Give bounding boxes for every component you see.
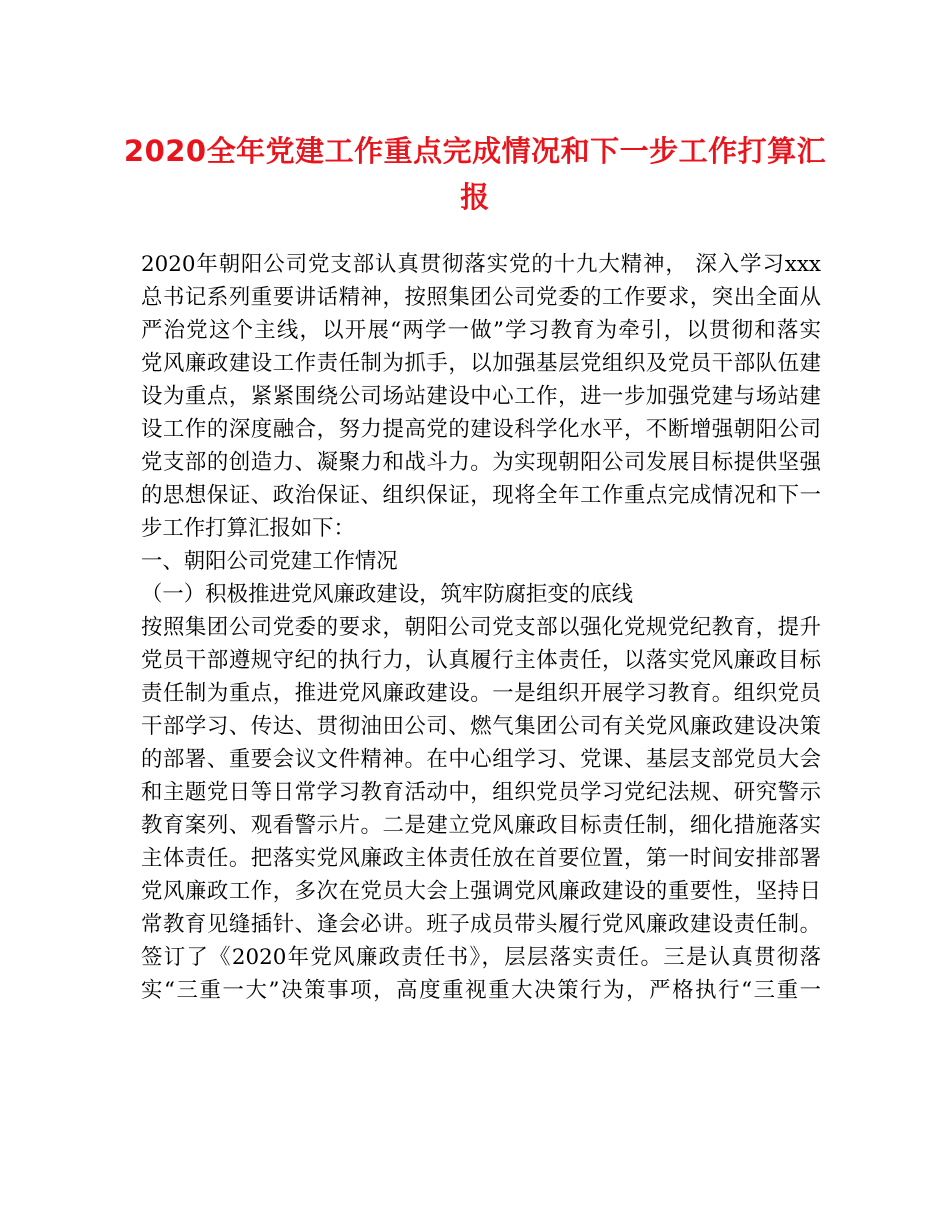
body-line: 步工作打算汇报如下： [141, 516, 355, 541]
body-line: 党支部的创造力、凝聚力和战斗力。为实现朝阳公司发展目标提供坚强 [141, 450, 821, 475]
body-line: 和主题党日等日常学习教育活动中，组织党员学习党纪法规、研究警示 [141, 780, 821, 805]
body-line: 设为重点，紧紧围绕公司场站建设中心工作，进一步加强党建与场站建 [141, 384, 821, 409]
section-heading: 一、朝阳公司党建工作情况 [141, 549, 398, 574]
body-line: 党风廉政工作，多次在党员大会上强调党风廉政建设的重要性，坚持日 [141, 879, 821, 904]
body-line: 党风廉政建设工作责任制为抓手，以加强基层党组织及党员干部队伍建 [141, 351, 821, 376]
document-title-line-2: 报 [460, 180, 490, 214]
body-line: 总书记系列重要讲话精神，按照集团公司党委的工作要求，突出全面从 [141, 285, 821, 310]
body-line: 的部署、重要会议文件精神。在中心组学习、党课、基层支部党员大会 [141, 747, 821, 772]
body-line: 按照集团公司党委的要求，朝阳公司党支部以强化党规党纪教育，提升 [141, 615, 821, 640]
body-line: 干部学习、传达、贯彻油田公司、燃气集团公司有关党风廉政建设决策 [141, 714, 821, 739]
body-line: 的思想保证、政治保证、组织保证，现将全年工作重点完成情况和下一 [141, 483, 821, 508]
subsection-heading: （一）积极推进党风廉政建设，筑牢防腐拒变的底线 [141, 582, 633, 607]
body-line: 常教育见缝插针、逢会必讲。班子成员带头履行党风廉政建设责任制。 [141, 912, 821, 937]
body-line: 教育案列、观看警示片。二是建立党风廉政目标责任制，细化措施落实 [141, 813, 821, 838]
body-line: 2020年朝阳公司党支部认真贯彻落实党的十九大精神， 深入学习xxx [141, 252, 821, 277]
document-body [141, 248, 821, 1007]
document-title-line-1: 2020全年党建工作重点完成情况和下一步工作打算汇 [123, 134, 827, 168]
body-line: 严治党这个主线，以开展“两学一做”学习教育为牵引，以贯彻和落实 [141, 318, 821, 343]
body-line: 签订了《2020年党风廉政责任书》，层层落实责任。三是认真贯彻落 [141, 945, 821, 970]
body-line: 设工作的深度融合，努力提高党的建设科学化水平，不断增强朝阳公司 [141, 417, 821, 442]
body-line: 责任制为重点，推进党风廉政建设。一是组织开展学习教育。组织党员 [141, 681, 821, 706]
body-line: 主体责任。把落实党风廉政主体责任放在首要位置，第一时间安排部署 [141, 846, 821, 871]
body-line: 实“三重一大”决策事项，高度重视重大决策行为，严格执行“三重一 [141, 978, 821, 1003]
body-line: 党员干部遵规守纪的执行力，认真履行主体责任，以落实党风廉政目标 [141, 648, 821, 673]
